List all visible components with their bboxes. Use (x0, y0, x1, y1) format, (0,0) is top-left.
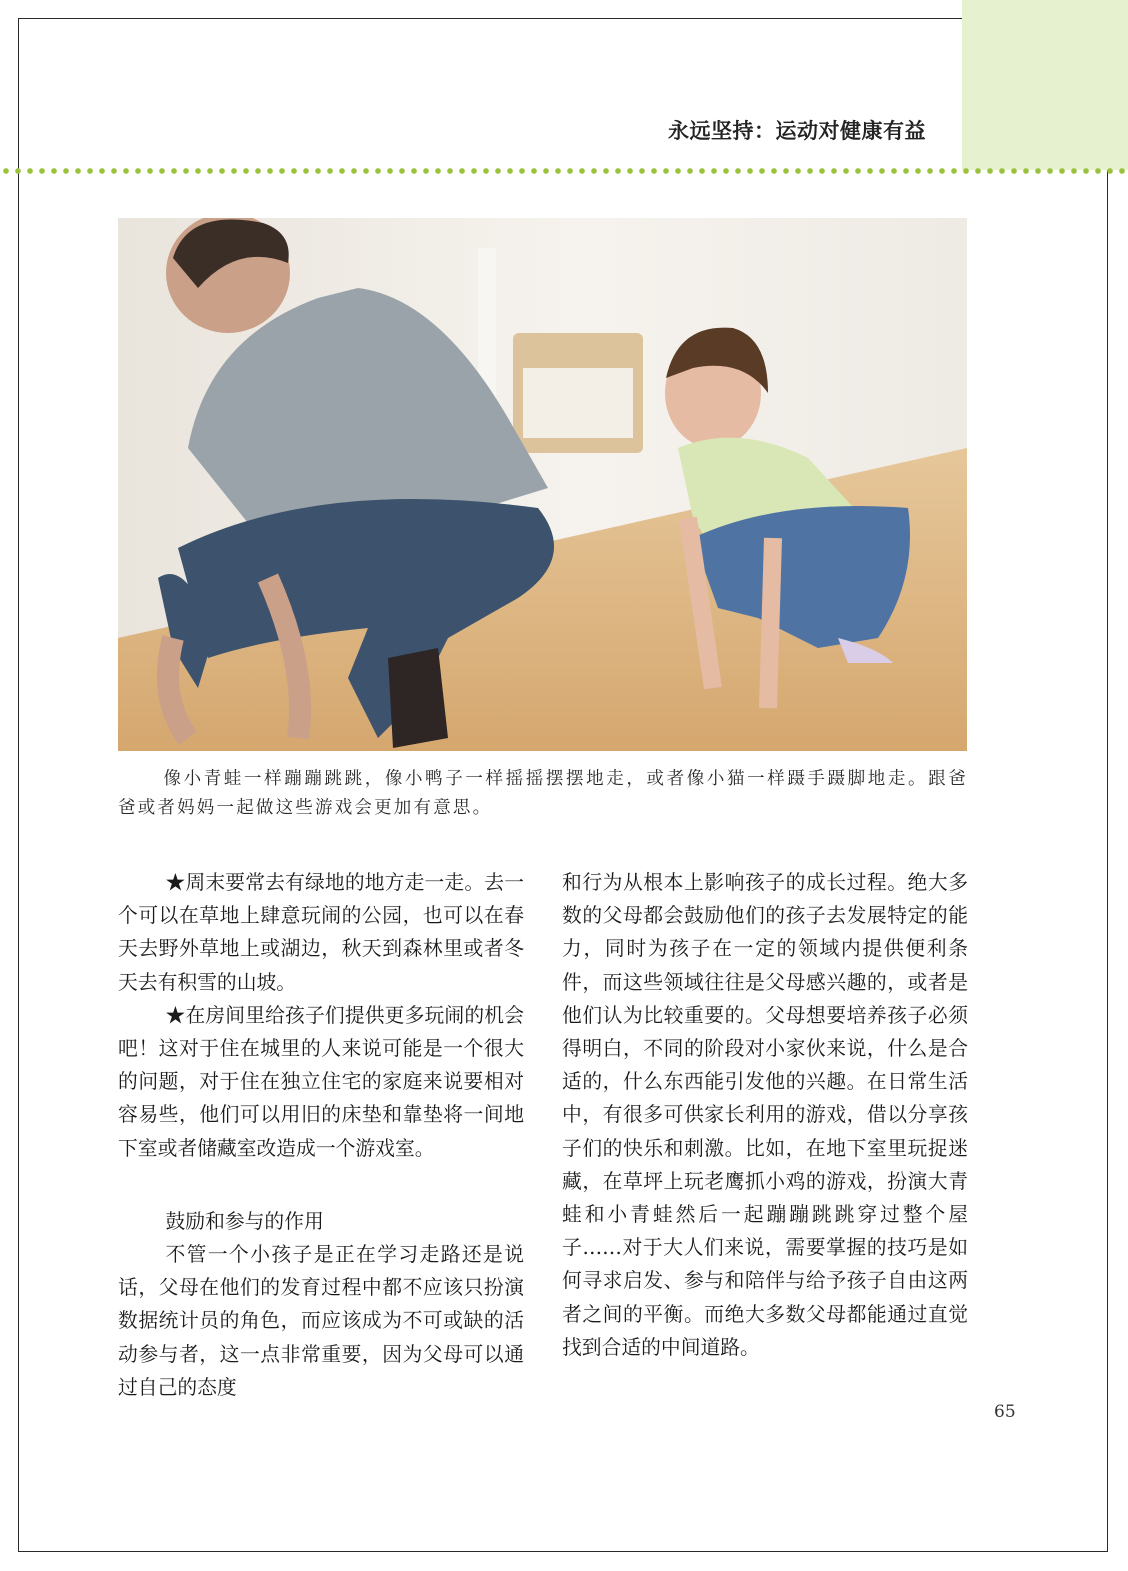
corner-tab (962, 0, 1128, 170)
tip-green-spaces: ★周末要常去有绿地的地方走一走。去一个可以在草地上肆意玩闹的公园，也可以在春天去野外草地上或湖边，秋天到森林里或者冬天去有积雪的山坡。 (118, 871, 524, 994)
photo-illustration (118, 218, 967, 751)
section-spacer (118, 1165, 524, 1205)
body-paragraph: 不管一个小孩子是正在学习走路还是说话，父母在他们的发育过程中都不应该只扮演数据统计员的角色，而应该成为不可或缺的活动参与者，这一点非常重要，因为父母可以通过自己的态度 (118, 1243, 524, 1399)
section-heading: 鼓励和参与的作用 (165, 1209, 324, 1233)
left-column (118, 866, 524, 1404)
body-paragraph-continued: 和行为从根本上影响孩子的成长过程。绝大多数的父母都会鼓励他们的孩子去发展特定的能力，同时为孩子在一定的领域内提供便利条件，而这些领域往往是父母感兴趣的，或者是他们认为比较重要的。父母想要培养孩子必须得明白，不同的阶段对小家伙来说，什么是合适的，什么东西能引发他的兴趣。在日常生活中，有很多可供家长利用的游戏，借以分享孩子们的快乐和刺激。比如，在地下室里玩捉迷藏，在草坪上玩老鹰抓小鸡的游戏，扮演大青蛙和小青蛙然后一起蹦蹦跳跳穿过整个屋子……对于大人们来说，需要掌握的技巧是如何寻求启发、参与和陪伴与给予孩子自由这两者之间的平衡。而绝大多数父母都能通过直觉找到合适的中间道路。 (562, 871, 968, 1359)
photo-father-daughter-playing (118, 218, 967, 751)
dotted-divider (0, 167, 1128, 175)
running-title: 永远坚持：运动对健康有益 (668, 119, 926, 143)
tip-indoor-play: ★在房间里给孩子们提供更多玩闹的机会吧！这对于住在城里的人来说可能是一个很大的问题，对于住在独立住宅的家庭来说要相对容易些，他们可以用旧的床垫和靠垫将一间地下室或者储藏室改造成一个游戏室。 (118, 1003, 524, 1160)
photo-caption: 像小青蛙一样蹦蹦跳跳，像小鸭子一样摇摇摆摆地走，或者像小猫一样蹑手蹑脚地走。跟爸爸或者妈妈一起做这些游戏会更加有意思。 (118, 769, 968, 818)
page-number: 65 (994, 1402, 1016, 1422)
right-column (562, 866, 968, 1364)
